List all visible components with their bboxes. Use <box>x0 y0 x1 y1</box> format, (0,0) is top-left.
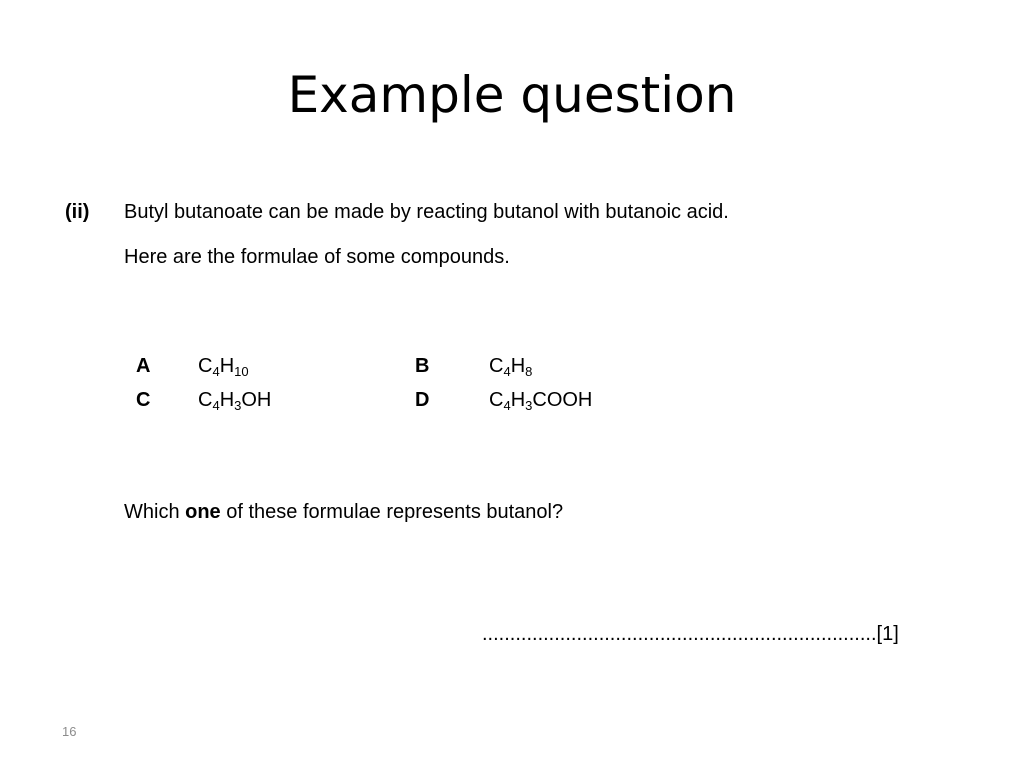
option-c-letter: C <box>136 389 151 411</box>
prompt-text-after: of these formulae represents butanol? <box>220 501 564 523</box>
option-b-formula: $C_4H_8$ <box>489 355 533 379</box>
option-c-formula: $C_4H_3OH$ <box>198 389 272 413</box>
prompt-emphasis: one <box>185 501 221 523</box>
answer-line <box>482 622 899 646</box>
question-prompt <box>124 500 563 524</box>
option-a-formula: $C_4H_{10}$ <box>198 355 249 379</box>
question-intro: Butyl butanoate can be made by reacting butanol with butanoic acid. <box>124 201 729 223</box>
answer-dots: ....................................................................... <box>482 623 877 645</box>
question-subintro: Here are the formulae of some compounds. <box>124 246 510 268</box>
option-b-letter: B <box>415 355 430 377</box>
option-d-formula: $C_4H_3COOH$ <box>489 389 593 413</box>
prompt-text-before: Which <box>124 501 186 523</box>
page-number: 16 <box>62 724 77 739</box>
option-a-letter: A <box>136 355 151 377</box>
slide-title: Example question <box>287 66 737 124</box>
option-d-letter: D <box>415 389 430 411</box>
question-part-label: (ii) <box>65 201 90 223</box>
marks-label: [1] <box>876 623 899 645</box>
